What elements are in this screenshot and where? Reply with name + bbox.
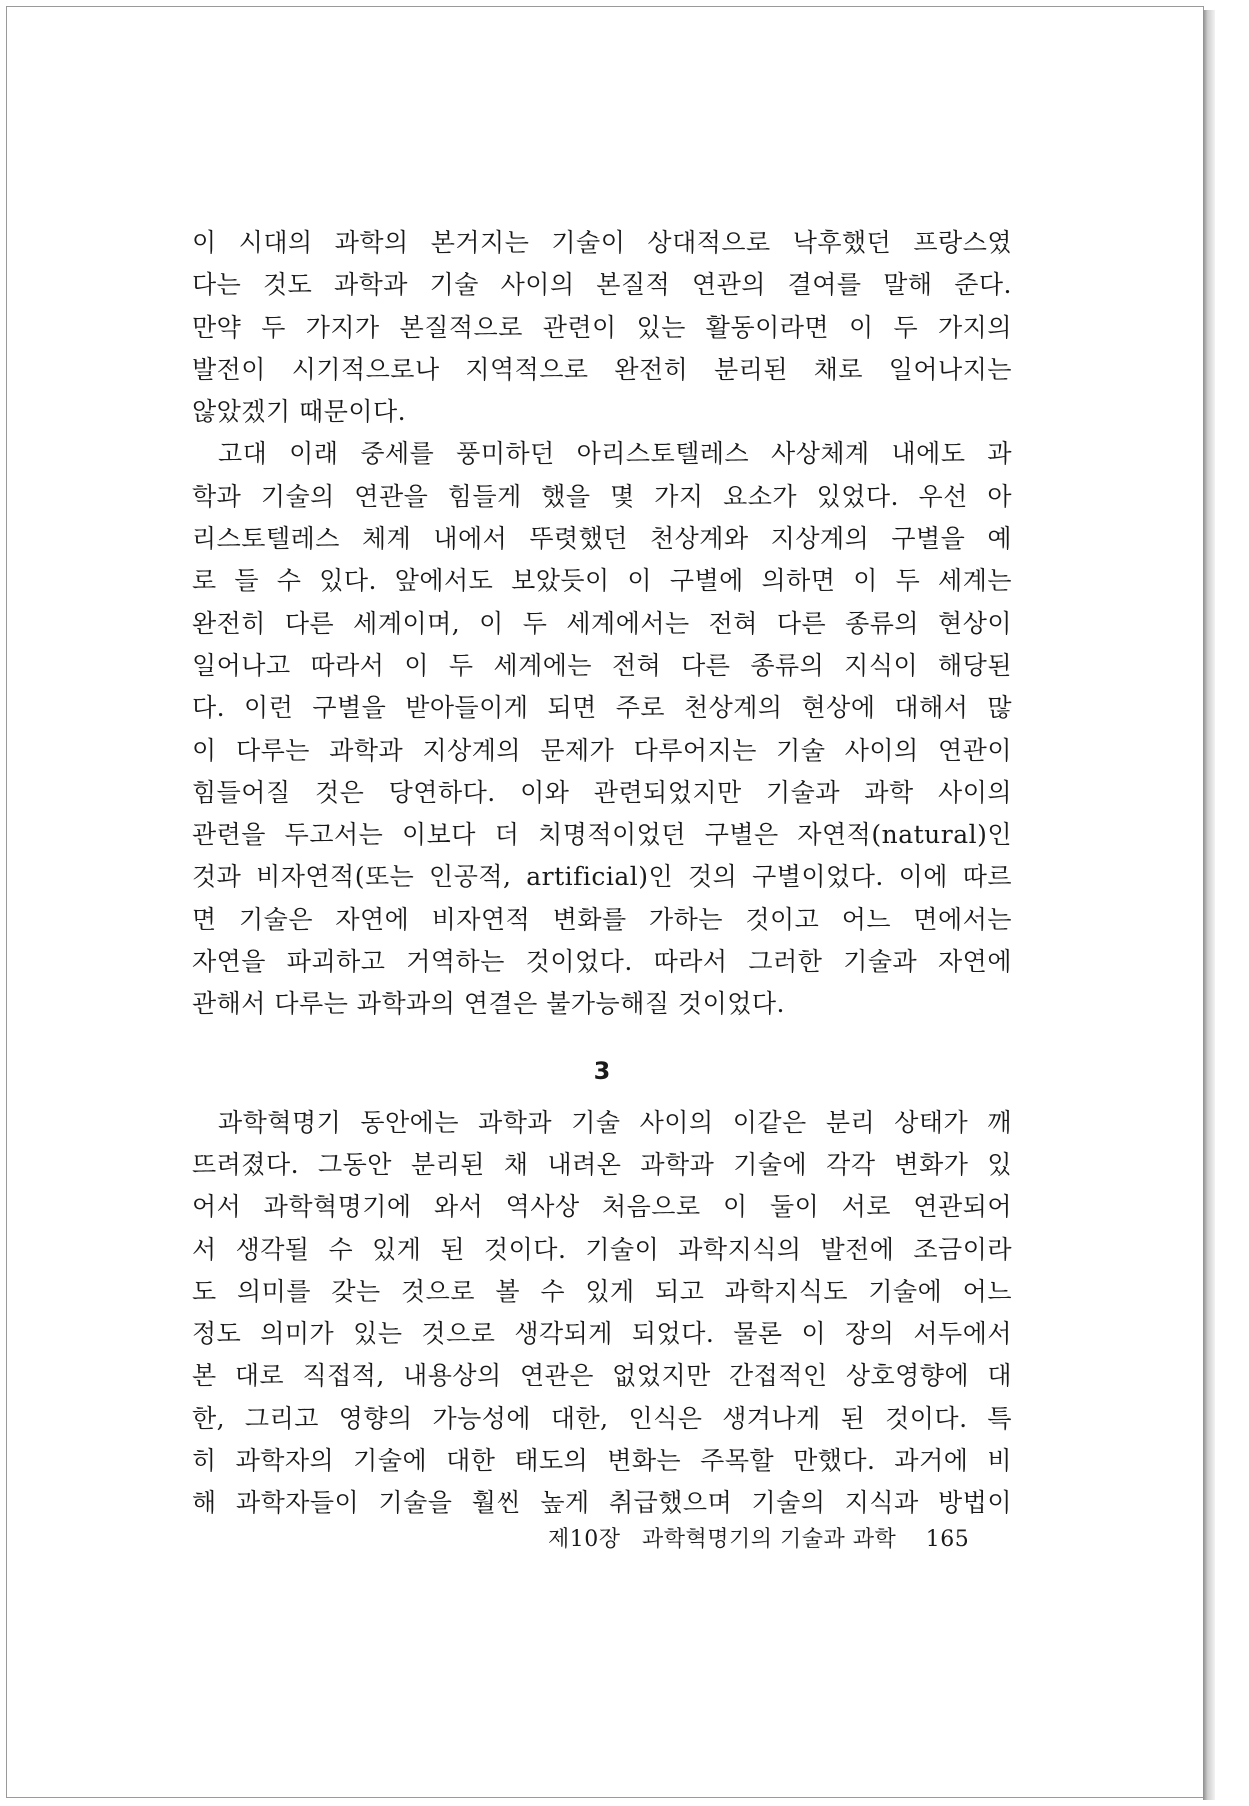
text-line: 일어나고 따라서 이 두 세계에는 전혀 다른 종류의 지식이 해당된 xyxy=(192,650,1012,680)
text-line: 관해서 다루는 과학과의 연결은 불가능해질 것이었다. xyxy=(192,989,785,1019)
text-line: 정도 의미가 있는 것으로 생각되게 되었다. 물론 이 장의 서두에서 xyxy=(192,1319,1012,1349)
text-line: 힘들어질 것은 당연하다. 이와 관련되었지만 기술과 과학 사이의 xyxy=(192,777,1012,807)
text-line: 어서 과학혁명기에 와서 역사상 처음으로 이 둘이 서로 연관되어 xyxy=(192,1192,1012,1222)
text-line: 한, 그리고 영향의 가능성에 대한, 인식은 생겨나게 된 것이다. 특 xyxy=(192,1403,1012,1433)
text-line: 것과 비자연적(또는 인공적, artificial)인 것의 구별이었다. 이에 따르 xyxy=(192,862,1012,892)
text-line: 완전히 다른 세계이며, 이 두 세계에서는 전혀 다른 종류의 현상이 xyxy=(192,608,1012,638)
paragraph-3 xyxy=(192,1102,1012,1525)
text-line: 이 다루는 과학과 지상계의 문제가 다루어지는 기술 사이의 연관이 xyxy=(192,735,1012,765)
text-line: 로 들 수 있다. 앞에서도 보았듯이 이 구별에 의하면 이 두 세계는 xyxy=(192,566,1012,596)
text-line: 자연을 파괴하고 거역하는 것이었다. 따라서 그러한 기술과 자연에 xyxy=(192,947,1012,977)
text-line: 고대 이래 중세를 풍미하던 아리스토텔레스 사상체계 내에도 과 xyxy=(218,439,1012,469)
text-line: 도 의미를 갖는 것으로 볼 수 있게 되고 과학지식도 기술에 어느 xyxy=(192,1276,1012,1306)
page-edge-shadow xyxy=(1203,10,1215,1800)
text-line: 해 과학자들이 기술을 훨씬 높게 취급했으며 기술의 지식과 방법이 xyxy=(192,1488,1012,1518)
paragraph-2 xyxy=(192,433,1012,1025)
running-footer xyxy=(548,1525,969,1555)
text-line: 만약 두 가지가 본질적으로 관련이 있는 활동이라면 이 두 가지의 xyxy=(192,312,1012,342)
text-line: 관련을 두고서는 이보다 더 치명적이었던 구별은 자연적(natural)인 xyxy=(192,820,1012,850)
text-line: 다. 이런 구별을 받아들이게 되면 주로 천상계의 현상에 대해서 많 xyxy=(192,693,1012,723)
text-line: 과학혁명기 동안에는 과학과 기술 사이의 이같은 분리 상태가 깨 xyxy=(218,1107,1012,1137)
footer-chapter-title: 과학혁명기의 기술과 과학 xyxy=(642,1527,897,1552)
text-line: 다는 것도 과학과 기술 사이의 본질적 연관의 결여를 말해 준다. xyxy=(192,270,1012,300)
text-line: 뜨려졌다. 그동안 분리된 채 내려온 과학과 기술에 각각 변화가 있 xyxy=(192,1149,1012,1179)
text-line: 학과 기술의 연관을 힘들게 했을 몇 가지 요소가 있었다. 우선 아 xyxy=(192,481,1012,511)
text-line: 면 기술은 자연에 비자연적 변화를 가하는 것이고 어느 면에서는 xyxy=(192,904,1012,934)
page-body xyxy=(192,222,1012,1525)
text-line: 히 과학자의 기술에 대한 태도의 변화는 주목할 만했다. 과거에 비 xyxy=(192,1446,1012,1476)
text-line: 이 시대의 과학의 본거지는 기술이 상대적으로 낙후했던 프랑스였 xyxy=(192,228,1012,257)
text-line: 본 대로 직접적, 내용상의 연관은 없었지만 간접적인 상호영향에 대 xyxy=(192,1361,1012,1391)
text-line: 발전이 시기적으로나 지역적으로 완전히 분리된 채로 일어나지는 xyxy=(192,354,1012,384)
paragraph-1 xyxy=(192,222,1012,433)
page-number: 165 xyxy=(925,1527,970,1552)
text-line: 리스토텔레스 체계 내에서 뚜렷했던 천상계와 지상계의 구별을 예 xyxy=(192,524,1012,554)
section-number: 3 xyxy=(593,1056,611,1085)
text-line: 서 생각될 수 있게 된 것이다. 기술이 과학지식의 발전에 조금이라 xyxy=(192,1234,1012,1264)
text-line: 않았겠기 때문이다. xyxy=(192,397,407,427)
footer-chapter: 제10장 xyxy=(548,1527,621,1552)
